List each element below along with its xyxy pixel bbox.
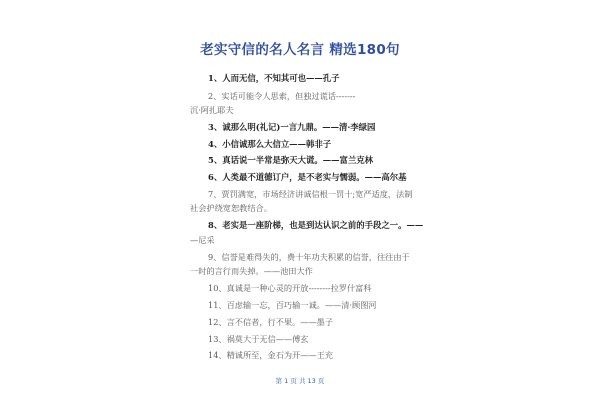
quote-line-2: 2、实话可能令人思索，但独过谎话------- [208, 91, 356, 101]
quote-line-9: 9、信誉是难得失的，费十年功夫积累的信誉，往往由于 [208, 252, 410, 262]
quote-line-6: 6、人类最不道德订户，是不老实与懦弱。——高尔基 [208, 172, 407, 182]
quote-line-4: 4、小信诚那么大信立——韩非子 [208, 139, 332, 149]
page-title: 老实守信的名人名言 精选180句 [200, 42, 400, 58]
quote-line-5: 5、真话说一半常是弥天大谎。——富兰克林 [208, 155, 373, 165]
quote-line-13: 13、祸莫大于无信——傅玄 [208, 334, 309, 344]
quote-line-1: 1、人而无信，不知其可也——孔子 [208, 73, 340, 83]
quote-line-2-cont: 沉·阿扎耶夫 [190, 105, 234, 115]
quote-line-3: 3、诚那么明(礼记)一言九鼎。——清·李绿园 [208, 122, 376, 132]
quote-line-9-cont: 一时的言行而失掉。——池田大作 [190, 266, 313, 276]
quote-line-11: 11、百虑输一忘，百巧输一诚。——清·顾图河 [208, 300, 377, 310]
page-number: 第 1 页 共 13 页 [275, 377, 325, 385]
quote-line-7-cont: 社会护绕宽恕教结合。 [190, 203, 272, 213]
quote-line-8: 8、老实是一座阶梯，也是到达认识之前的手段之一。—— [208, 220, 424, 230]
quote-line-10: 10、真诚是一种心灵的开放--------拉罗什富科 [208, 283, 372, 293]
quote-line-12: 12、言不信者，行不果。——墨子 [208, 317, 334, 327]
quote-line-8-cont: —尼采 [190, 235, 215, 245]
quote-line-7: 7、贾罚满宽，市场经济讲诚信根一罚十;宽严适度，法制 [208, 189, 413, 199]
quote-line-14: 14、精诚所至，金石为开——王充 [208, 350, 334, 360]
